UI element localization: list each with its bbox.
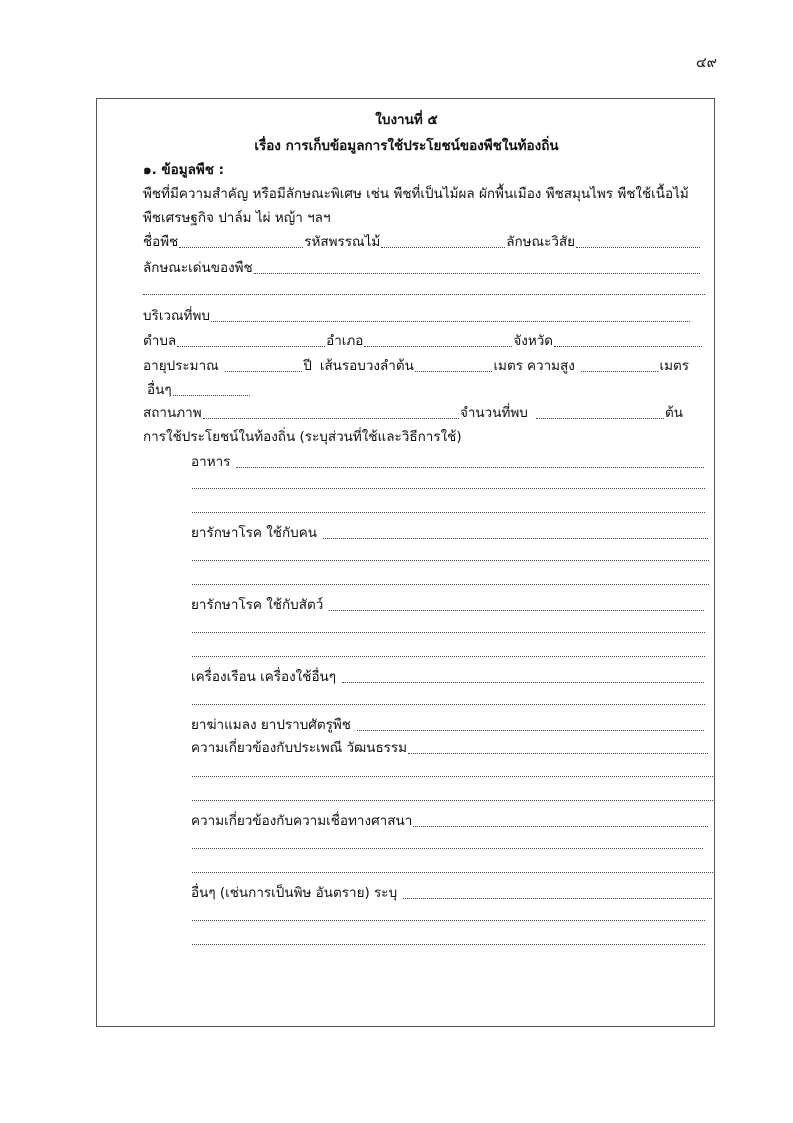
other-usage-field-line-3[interactable] — [192, 944, 705, 945]
status-row — [143, 404, 683, 422]
age-label: อายุประมาณ — [143, 358, 219, 374]
food-row — [191, 453, 705, 471]
religion-field-line-2[interactable] — [192, 848, 703, 849]
code-field[interactable] — [381, 233, 505, 248]
province-field[interactable] — [554, 332, 702, 347]
habit-field[interactable] — [576, 233, 700, 248]
count-unit: ต้น — [665, 405, 683, 421]
circumference-field[interactable] — [415, 357, 493, 372]
food-field-line-3[interactable] — [192, 512, 705, 513]
height-label: ความสูง — [526, 358, 575, 374]
food-field[interactable] — [236, 453, 704, 468]
subdistrict-label: ตำบล — [143, 333, 177, 349]
section-heading: ๑. ข้อมูลพืช : — [143, 162, 225, 178]
age-field[interactable] — [225, 357, 303, 372]
medicine-human-row — [191, 524, 709, 542]
district-label: อำเภอ — [326, 333, 364, 349]
worksheet-frame — [96, 98, 715, 1027]
count-field[interactable] — [536, 404, 664, 419]
utensils-field[interactable] — [342, 668, 704, 683]
religion-field-line-3[interactable] — [192, 872, 715, 873]
location-field[interactable] — [211, 307, 690, 322]
province-label: จังหวัด — [513, 333, 554, 349]
medicine-human-field-line-3[interactable] — [192, 584, 709, 585]
tradition-field-line-2[interactable] — [192, 776, 715, 777]
medicine-human-field[interactable] — [323, 524, 708, 539]
measurements-row — [143, 357, 689, 375]
utensils-label: เครื่องเรือน เครื่องใช้อื่นๆ — [191, 669, 337, 685]
pesticide-row — [191, 716, 705, 734]
other-usage-field-line-2[interactable] — [192, 920, 705, 921]
features-field[interactable] — [254, 259, 700, 274]
religion-row — [191, 812, 709, 830]
plant-name-label: ชื่อพืช — [143, 234, 179, 250]
other-usage-label: อื่นๆ (เช่นการเป็นพิษ อันตราย) ระบุ — [191, 885, 398, 901]
utensils-row — [191, 668, 705, 686]
height-field[interactable] — [581, 357, 659, 372]
medicine-animal-field[interactable] — [329, 596, 704, 611]
pesticide-field[interactable] — [357, 716, 704, 731]
medicine-animal-field-line-2[interactable] — [192, 632, 705, 633]
district-field[interactable] — [364, 332, 512, 347]
location-label: บริเวณที่พบ — [143, 308, 210, 324]
features-row — [143, 259, 701, 277]
others-row — [147, 381, 251, 399]
features-label: ลักษณะเด่นของพืช — [143, 260, 253, 276]
others-field[interactable] — [173, 381, 250, 396]
food-label: อาหาร — [191, 454, 231, 470]
sheet-subject: เรื่อง การเก็บข้อมูลการใช้ประโยชน์ของพืชในท้องถิ่น — [254, 138, 559, 154]
status-field[interactable] — [203, 404, 459, 419]
religion-label: ความเกี่ยวข้องกับความเชื่อทางศาสนา — [191, 813, 413, 829]
others-label: อื่นๆ — [147, 382, 172, 398]
other-usage-field[interactable] — [403, 884, 712, 899]
description-line-1: พืชที่มีความสำคัญ หรือมีลักษณะพิเศษ เช่น พืชที่เป็นไม้ผล ผักพื้นเมือง พืชสมุนไพร พืชใช้เนื้อไม้ — [143, 186, 689, 202]
status-label: สถานภาพ — [143, 405, 202, 421]
location-row — [143, 307, 691, 325]
pesticide-label: ยาฆ่าแมลง ยาปราบศัตรูพืช — [191, 717, 351, 733]
meter-unit-2: เมตร — [659, 358, 689, 374]
circumference-label: เส้นรอบวงลำต้น — [319, 358, 414, 374]
address-row — [143, 332, 703, 350]
sheet-title: ใบงานที่ ๕ — [375, 112, 438, 128]
medicine-animal-field-line-3[interactable] — [192, 656, 705, 657]
medicine-human-field-line-2[interactable] — [192, 560, 709, 561]
medicine-animal-label: ยารักษาโรค ใช้กับสัตว์ — [191, 597, 324, 613]
food-field-line-2[interactable] — [192, 488, 705, 489]
subdistrict-field[interactable] — [177, 332, 325, 347]
count-label: จำนวนที่พบ — [459, 405, 528, 421]
utensils-field-line-2[interactable] — [192, 704, 705, 705]
tradition-label: ความเกี่ยวข้องกับประเพณี วัฒนธรรม — [191, 740, 408, 756]
medicine-human-label: ยารักษาโรค ใช้กับคน — [191, 525, 317, 541]
medicine-animal-row — [191, 596, 705, 614]
habit-label: ลักษณะวิสัย — [506, 234, 576, 250]
year-unit: ปี — [303, 358, 312, 374]
usage-heading: การใช้ประโยชน์ในท้องถิ่น (ระบุส่วนที่ใช้และวิธีการใช้) — [143, 429, 462, 445]
meter-unit: เมตร — [493, 358, 523, 374]
plant-name-row — [143, 233, 701, 251]
description-line-2: พืชเศรษฐกิจ ปาล์ม ไผ่ หญ้า ฯลฯ — [143, 210, 331, 226]
religion-field[interactable] — [413, 812, 708, 827]
tradition-field[interactable] — [408, 739, 708, 754]
page-number: ๔๙ — [696, 55, 717, 71]
tradition-field-line-3[interactable] — [192, 800, 715, 801]
code-label: รหัสพรรณไม้ — [304, 234, 381, 250]
features-field-line-2[interactable] — [143, 294, 705, 295]
plant-name-field[interactable] — [179, 233, 303, 248]
tradition-row — [191, 739, 709, 757]
other-usage-row — [191, 884, 713, 902]
